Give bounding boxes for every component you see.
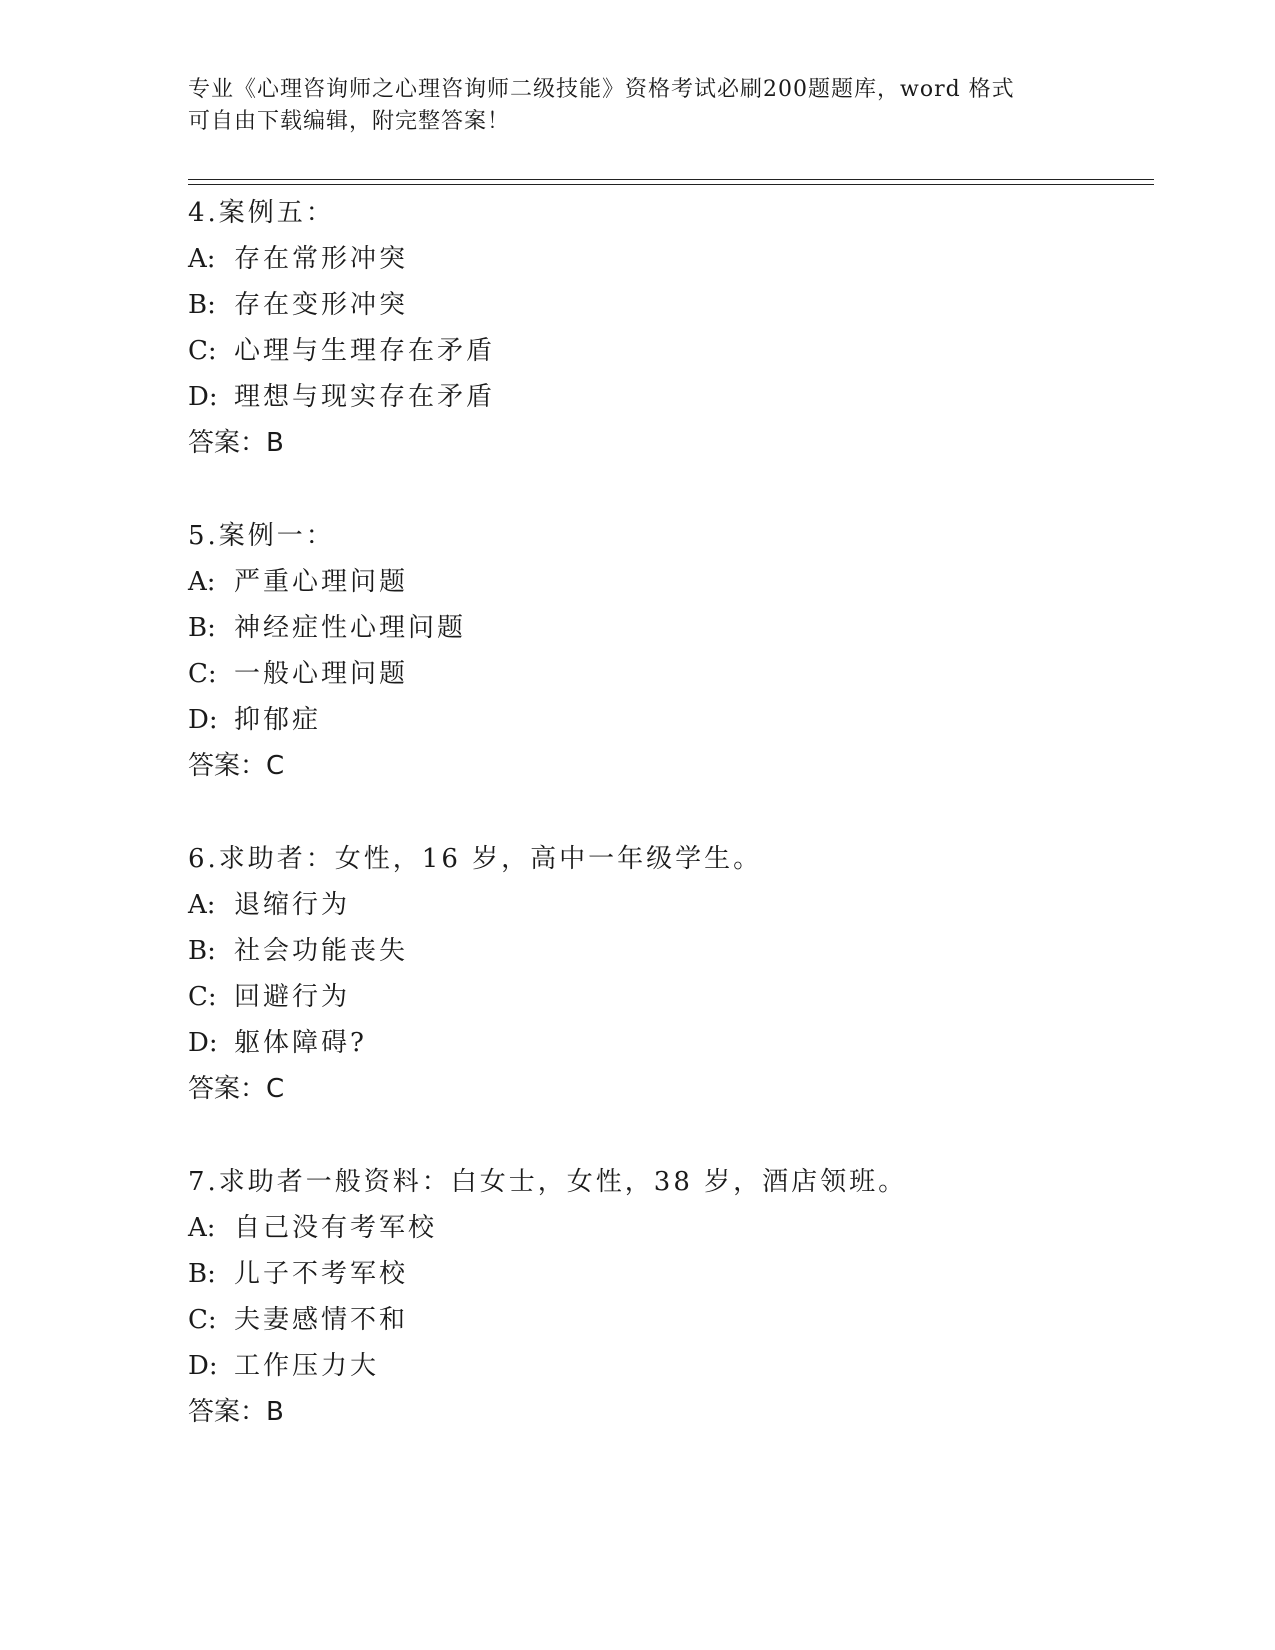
- option-text: 理想与现实存在矛盾: [234, 382, 496, 412]
- question-title: 7.求助者一般资料：白女士，女性，38 岁，酒店领班。: [188, 1167, 908, 1197]
- option-key: C:: [188, 336, 217, 366]
- option-d: [188, 374, 1148, 420]
- question-7: [188, 1159, 1148, 1435]
- option-key: D:: [188, 1351, 218, 1381]
- option-text: 存在常形冲突: [234, 244, 409, 274]
- option-a: [188, 236, 1148, 282]
- option-key: D:: [188, 1028, 218, 1058]
- option-text: 社会功能丧失: [234, 936, 409, 966]
- option-key: A:: [188, 1213, 216, 1243]
- question-4: [188, 190, 1148, 466]
- option-text: 工作压力大: [234, 1351, 380, 1381]
- question-5: [188, 513, 1148, 789]
- option-b: [188, 928, 1148, 974]
- answer-line: 答案：C: [188, 1074, 285, 1104]
- option-d: [188, 1343, 1148, 1389]
- answer-line: 答案：B: [188, 1397, 284, 1427]
- option-text: 退缩行为: [234, 890, 351, 920]
- question-title: 5.案例一：: [188, 521, 335, 551]
- option-key: A:: [188, 244, 216, 274]
- option-b: [188, 1251, 1148, 1297]
- question-list: [188, 190, 1148, 1482]
- option-key: D:: [188, 382, 218, 412]
- option-key: D:: [188, 705, 218, 735]
- question-title: 6.求助者：女性，16 岁，高中一年级学生。: [188, 844, 763, 874]
- option-text: 存在变形冲突: [234, 290, 409, 320]
- option-key: C:: [188, 659, 217, 689]
- option-text: 回避行为: [234, 982, 351, 1012]
- document-header: [188, 74, 1088, 138]
- option-text: 夫妻感情不和: [234, 1305, 409, 1335]
- header-line-2: 可自由下载编辑，附完整答案！: [188, 109, 511, 134]
- option-text: 心理与生理存在矛盾: [234, 336, 496, 366]
- option-c: [188, 328, 1148, 374]
- option-a: [188, 882, 1148, 928]
- option-text: 躯体障碍?: [234, 1028, 367, 1058]
- option-key: B:: [188, 1259, 216, 1289]
- option-b: [188, 282, 1148, 328]
- option-text: 自己没有考军校: [234, 1213, 438, 1243]
- option-key: B:: [188, 290, 216, 320]
- option-key: A:: [188, 567, 216, 597]
- question-title: 4.案例五：: [188, 198, 335, 228]
- option-text: 一般心理问题: [234, 659, 409, 689]
- option-key: C:: [188, 982, 217, 1012]
- option-d: [188, 1020, 1148, 1066]
- option-key: B:: [188, 936, 216, 966]
- option-key: B:: [188, 613, 216, 643]
- option-a: [188, 1205, 1148, 1251]
- answer-line: 答案：B: [188, 428, 284, 458]
- option-text: 抑郁症: [234, 705, 322, 735]
- option-c: [188, 974, 1148, 1020]
- header-divider-bottom: [188, 184, 1154, 185]
- option-text: 儿子不考军校: [234, 1259, 409, 1289]
- question-6: [188, 836, 1148, 1112]
- option-a: [188, 559, 1148, 605]
- option-text: 神经症性心理问题: [234, 613, 467, 643]
- header-divider-top: [188, 179, 1154, 180]
- option-key: C:: [188, 1305, 217, 1335]
- option-text: 严重心理问题: [234, 567, 409, 597]
- option-b: [188, 605, 1148, 651]
- option-c: [188, 1297, 1148, 1343]
- header-line-1: 专业《心理咨询师之心理咨询师二级技能》资格考试必刷200题题库，word 格式: [188, 77, 1015, 102]
- option-key: A:: [188, 890, 216, 920]
- answer-line: 答案：C: [188, 751, 285, 781]
- option-d: [188, 697, 1148, 743]
- option-c: [188, 651, 1148, 697]
